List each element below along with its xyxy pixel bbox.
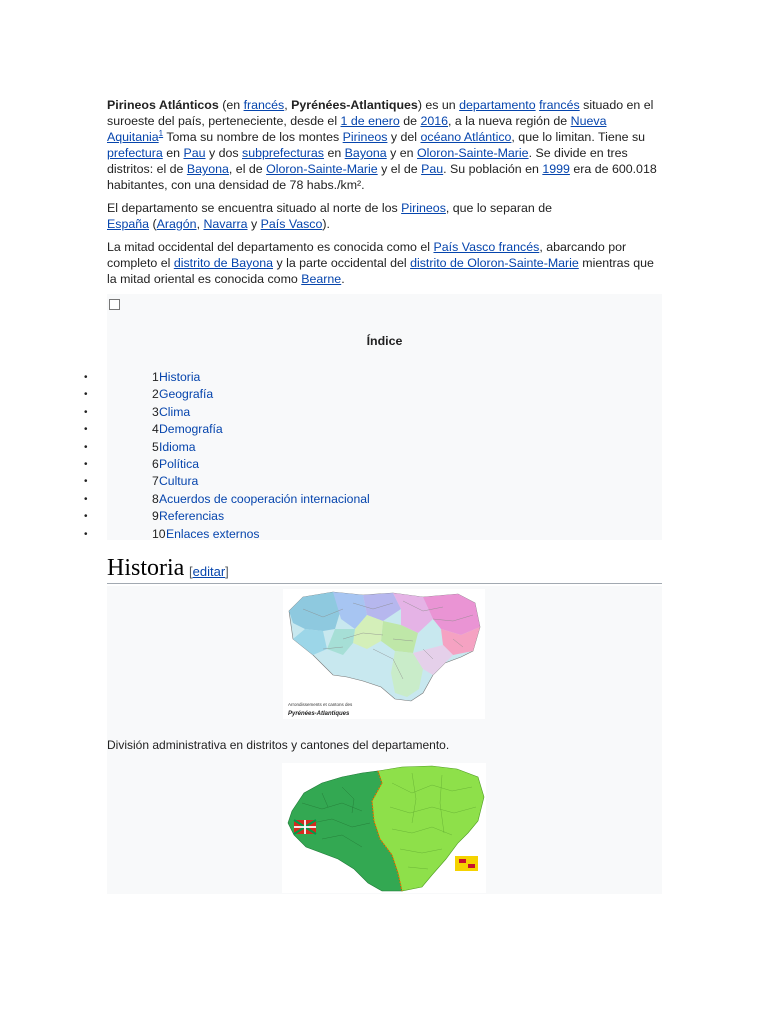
toc-number: 9 [152,509,159,524]
link-frances-2[interactable]: francés [539,98,580,112]
toc-link[interactable]: Enlaces externos [166,526,260,541]
toc-link[interactable]: Geografía [159,387,214,402]
edit-link[interactable]: editar [192,564,226,579]
link-oloron[interactable]: Oloron-Sainte-Marie [417,146,529,160]
toc-number: 5 [152,439,159,454]
toc-link[interactable]: Clima [159,404,191,419]
toc-item-7[interactable] [84,473,662,490]
toc-item-6[interactable] [84,456,662,473]
link-espana[interactable]: España [107,217,150,231]
toc-number: 1 [152,370,159,384]
bullet-icon: • [84,372,88,383]
toc-item-5[interactable] [84,439,662,456]
link-nueva-aquitania[interactable]: Nueva Aquitania [107,114,607,144]
link-distrito-bayona[interactable]: distrito de Bayona [173,256,273,270]
link-navarra[interactable]: Navarra [203,217,248,231]
link-bearne[interactable]: Bearne [301,272,342,286]
bullet-icon: • [84,458,88,470]
bullet-icon: • [84,511,88,523]
toc-link[interactable]: Idioma [159,439,196,454]
toc-toggle-checkbox[interactable] [109,299,120,310]
bullet-icon: • [84,406,88,418]
toc-number: 8 [152,491,159,506]
intro-paragraph-3: La mitad occidental del departamento es conocida como el País Vasco francés, abarcando por completo el distrito de Bayona y la parte occidental del distrito de Oloron-Sainte-Marie mientras que la mitad oriental es conocida como Bearne. [107,240,654,286]
bullet-icon: • [84,424,88,436]
link-pirineos-2[interactable]: Pirineos [401,201,446,215]
toc-number: 3 [152,404,159,419]
toc-number: 2 [152,387,159,402]
toc-link[interactable]: Historia [159,370,201,384]
edit-section: [editar] [189,564,229,579]
toc-item-9[interactable] [84,508,662,525]
table-of-contents [84,294,662,541]
map-caption-line-2: Pyrénées-Atlantiques [288,711,350,717]
map-caption-line-1: Arrondissements et cantons des [288,702,353,707]
toc-item-10[interactable] [84,526,662,543]
toc-item-2[interactable] [84,386,662,403]
figure-caption: División administrativa en distritos y cantones del departamento. [107,738,450,752]
link-subprefecturas[interactable]: subprefecturas [242,146,324,160]
link-bayona-2[interactable]: Bayona [186,162,229,176]
article-intro [107,97,663,294]
map-basque-bearn-image[interactable] [282,763,486,893]
link-2016[interactable]: 2016 [420,114,449,128]
bullet-icon: • [84,493,88,505]
link-pais-vasco[interactable]: País Vasco [260,217,323,231]
toc-link[interactable]: Cultura [159,474,199,489]
link-pais-vasco-frances[interactable]: País Vasco francés [433,240,540,254]
toc-list [84,369,662,543]
bullet-icon: • [84,528,88,540]
bullet-icon: • [84,389,88,401]
toc-number: 6 [152,456,159,471]
section-title: Historia [107,555,185,581]
reference-1[interactable]: 1 [158,128,164,138]
toc-number: 10 [152,526,166,541]
toc-number: 7 [152,474,159,489]
toc-link[interactable]: Política [159,456,199,471]
bullet-icon: • [84,441,88,453]
link-aragon[interactable]: Aragón [156,217,197,231]
bearn-flag-icon [455,856,478,871]
link-oloron-2[interactable]: Oloron-Sainte-Marie [266,162,378,176]
link-prefectura[interactable]: prefectura [107,146,163,160]
link-distrito-oloron[interactable]: distrito de Oloron-Sainte-Marie [410,256,579,270]
link-1999[interactable]: 1999 [542,162,570,176]
french-name: Pyrénées-Atlantiques [291,98,418,112]
toc-link[interactable]: Referencias [159,509,225,524]
bullet-icon: • [84,476,88,488]
toc-link[interactable]: Demografía [159,422,223,437]
link-pau-2[interactable]: Pau [421,162,444,176]
link-frances[interactable]: francés [243,98,285,112]
link-pau[interactable]: Pau [183,146,206,160]
article-subject: Pirineos Atlánticos [107,98,219,112]
intro-paragraph-2: El departamento se encuentra situado al norte de los Pirineos, que lo separan de España (Aragón, Navarra y País Vasco). [107,201,552,231]
toc-item-4[interactable] [84,421,662,438]
link-1-de-enero[interactable]: 1 de enero [340,114,400,128]
link-oceano-atlantico[interactable]: océano Atlántico [420,130,512,144]
toc-title: Índice [366,334,403,348]
toc-number: 4 [152,422,159,437]
link-pirineos[interactable]: Pirineos [342,130,388,144]
section-heading-historia [107,555,662,584]
intro-paragraph-1: Pirineos Atlánticos (en francés, Pyrénées-Atlantiques) es un departamento francés situado en el suroeste del país, perteneciente, desde el 1 de enero de 2016, a la nueva región de Nueva Aquitania$^1$ Toma su nombre de los montes Pirineos y del océano Atlántico, que lo limitan. Tiene su prefectura en Pau y dos subprefecturas en Bayona y en Oloron-Sainte-Marie. Se divide en tres distritos: el de Bayona, el de Oloron-Sainte-Marie y el de Pau. Su población en 1999 era de 600.018 habitantes, con una densidad de 78 habs./km². [107,98,657,192]
basque-flag-icon [294,820,316,834]
toc-item-1[interactable] [84,369,662,386]
map-cantons-image[interactable] [283,589,485,719]
toc-link[interactable]: Acuerdos de cooperación internacional [159,491,370,506]
toc-item-8[interactable] [84,491,662,508]
toc-item-3[interactable] [84,404,662,421]
link-bayona[interactable]: Bayona [344,146,387,160]
link-departamento[interactable]: departamento [459,98,536,112]
